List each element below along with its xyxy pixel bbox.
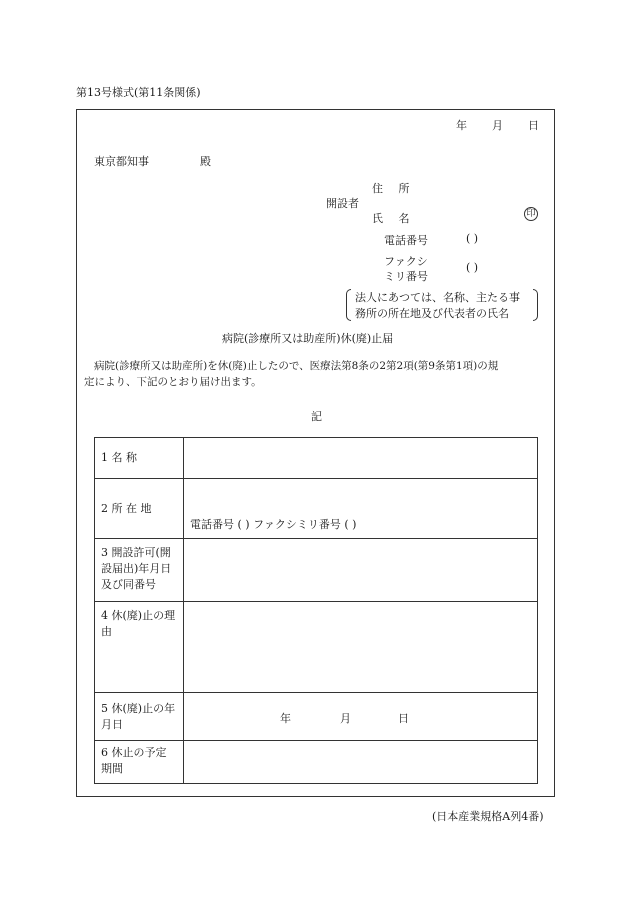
table-row <box>95 741 538 784</box>
form-number: 第13号様式(第11条関係) <box>76 86 201 99</box>
table-row <box>95 438 538 479</box>
row5-label: 5 休(廃)止の年月日 <box>101 702 176 731</box>
footer-note: (日本産業規格A列4番) <box>432 810 544 823</box>
applicant-name-label: 氏 名 <box>372 212 416 225</box>
row4-value-cell[interactable] <box>184 602 538 693</box>
date-month: 月 <box>492 119 503 132</box>
row5-day: 日 <box>398 712 409 725</box>
row5-year: 年 <box>280 712 291 725</box>
table-row <box>95 479 538 539</box>
table-row <box>95 539 538 602</box>
row6-label: 6 休止の予定期間 <box>101 746 167 775</box>
row1-label-cell <box>95 438 184 479</box>
addressee-name: 東京都知事 <box>94 155 149 168</box>
row6-value-cell[interactable] <box>184 741 538 784</box>
applicant-fax-label-2: ミリ番号 <box>384 270 428 283</box>
row3-label: 3 開設許可(開設届出)年月日及び同番号 <box>101 546 172 591</box>
corporate-note-line1: 法人にあつては、名称、主たる事 <box>355 291 520 304</box>
row2-value-cell[interactable] <box>184 479 538 539</box>
row4-label-cell <box>95 602 184 693</box>
applicant-label: 開設者 <box>326 197 359 210</box>
date-year: 年 <box>456 119 467 132</box>
table-row <box>95 602 538 693</box>
row4-label: 4 休(廃)止の理由 <box>101 609 176 638</box>
row5-label-cell <box>95 693 184 741</box>
row1-label: 1 名 称 <box>101 451 137 464</box>
corporate-note <box>346 289 538 321</box>
table-row <box>95 693 538 741</box>
ki-heading: 記 <box>311 410 322 423</box>
row5-value-cell[interactable] <box>184 693 538 741</box>
document-title: 病院(診療所又は助産所)休(廃)止届 <box>222 332 394 345</box>
body-line-1: 病院(診療所又は助産所)を休(廃)止したので、医療法第8条の2第2項(第9条第1項)の規 <box>94 360 499 372</box>
addressee-honorific: 殿 <box>200 155 211 168</box>
row2-label: 2 所 在 地 <box>101 502 152 515</box>
row2-label-cell <box>95 479 184 539</box>
applicant-fax-parens: ( ) <box>466 261 479 274</box>
date-day: 日 <box>528 119 539 132</box>
row3-value-cell[interactable] <box>184 539 538 602</box>
row3-label-cell <box>95 539 184 602</box>
applicant-phone-label: 電話番号 <box>384 234 428 247</box>
row1-value-cell[interactable] <box>184 438 538 479</box>
body-line-2: 定により、下記のとおり届け出ます。 <box>84 376 262 388</box>
seal-mark: 印 <box>524 207 538 221</box>
row5-month: 月 <box>340 712 351 725</box>
corporate-note-line2: 務所の所在地及び代表者の氏名 <box>355 307 509 320</box>
row6-label-cell <box>95 741 184 784</box>
applicant-phone-parens: ( ) <box>466 232 479 245</box>
items-table <box>94 437 538 784</box>
row2-contact: 電話番号 ( ) ファクシミリ番号 ( ) <box>190 518 357 531</box>
applicant-fax-label-1: ファクシ <box>384 255 428 268</box>
applicant-address-label: 住 所 <box>372 182 416 195</box>
